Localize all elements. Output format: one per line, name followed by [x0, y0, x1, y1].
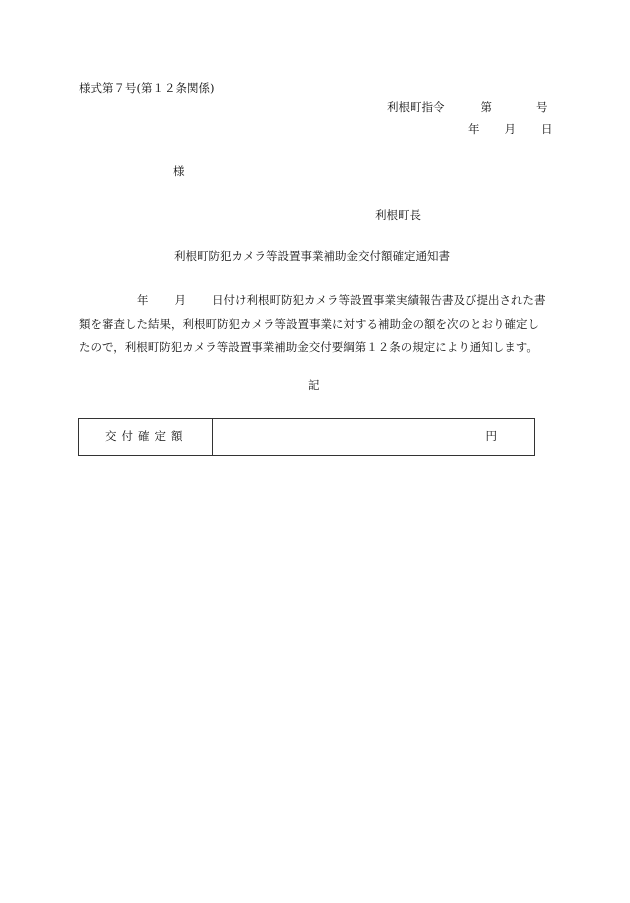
body-line-1-text: 日付け利根町防犯カメラ等設置事業実績報告書及び提出された書 [212, 293, 546, 307]
body-line-2: 類を審査した結果，利根町防犯カメラ等設置事業に対する補助金の額を次のとおり確定し [79, 317, 539, 331]
form-number: 様式第７号(第１２条関係) [79, 81, 215, 95]
recipient-honorific: 様 [173, 164, 185, 178]
date-year: 年 [468, 122, 480, 136]
document-number-prefix: 利根町指令 [387, 100, 445, 114]
date-month: 月 [504, 122, 516, 136]
amount-label-cell: 交付確定額 [79, 419, 213, 455]
body-line-3: たので，利根町防犯カメラ等設置事業補助金交付要綱第１２条の規定により通知します。 [79, 340, 538, 354]
date-day: 日 [541, 122, 553, 136]
amount-table [78, 418, 535, 456]
document-number [387, 102, 548, 114]
body-line-1 [79, 295, 546, 307]
body-month: 月 [174, 293, 186, 307]
amount-value-cell [213, 419, 534, 455]
document-number-go: 号 [536, 100, 548, 114]
ki-heading: 記 [308, 378, 320, 392]
document-number-dai: 第 [480, 100, 492, 114]
amount-unit: 円 [485, 429, 497, 444]
document-date [468, 124, 553, 136]
body-year: 年 [137, 293, 149, 307]
document-title: 利根町防犯カメラ等設置事業補助金交付額確定通知書 [174, 249, 450, 263]
sender-name: 利根町長 [375, 208, 421, 222]
